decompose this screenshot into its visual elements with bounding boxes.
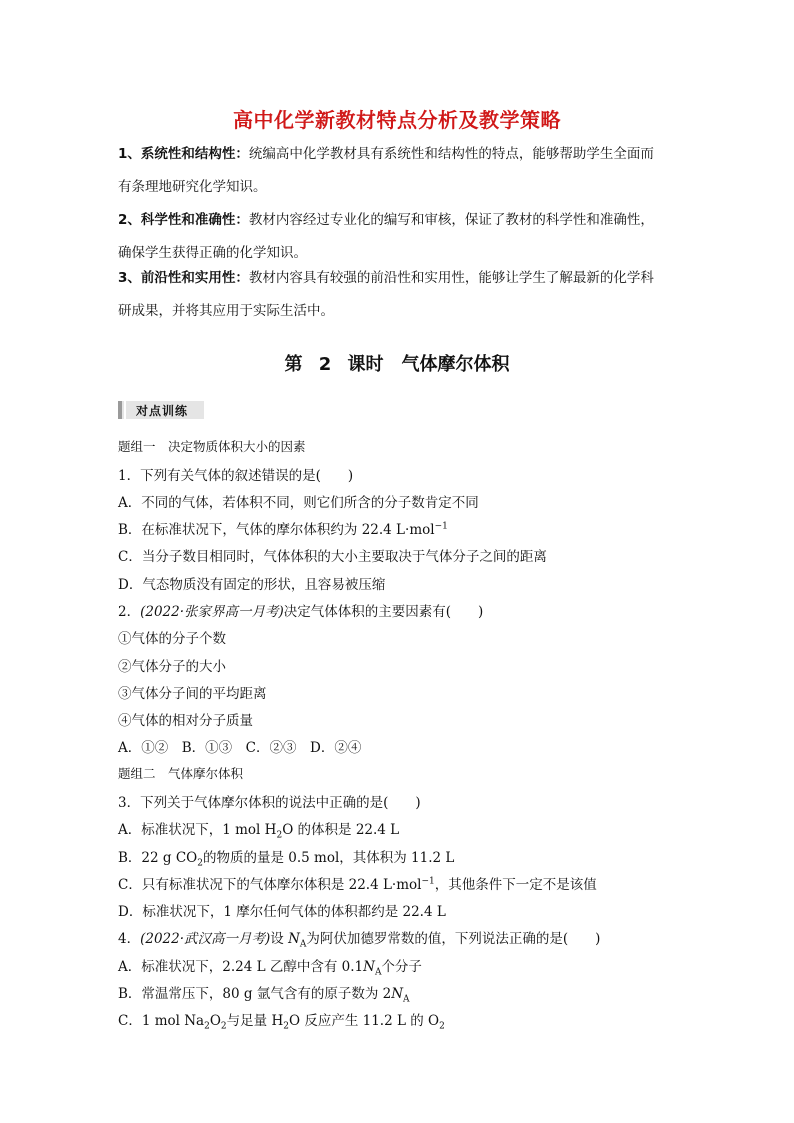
q3-option-a: A．标准状况下，1 mol $H_2O$ 的体积是 22.4 L bbox=[118, 822, 400, 841]
q2-choices: A．①② B．①③ C．②③ D．②④ bbox=[118, 740, 362, 756]
q2-item-2: ②气体分子的大小 bbox=[118, 659, 226, 675]
point-text-cont: 有条理地研究化学知识。 bbox=[118, 179, 267, 195]
q3-option-b: B．22 g $CO_2$的物质的量是 0.5 mol，其体积为 11.2 L bbox=[118, 850, 455, 869]
q1-option-b: B．在标准状况下，气体的摩尔体积约为 22.4 L·mol$^{-1}$ bbox=[118, 521, 448, 538]
question-group-1: 题组一 决定物质体积大小的因素 bbox=[118, 439, 306, 454]
article-title: 高中化学新教材特点分析及教学策略 bbox=[233, 108, 561, 132]
point-text-cont: 确保学生获得正确的化学知识。 bbox=[118, 245, 307, 261]
q2-item-1: ①气体的分子个数 bbox=[118, 631, 226, 647]
q3-option-d: D．标准状况下，1 摩尔任何气体的体积都约是 22.4 L bbox=[118, 904, 446, 920]
point-heading: 2、科学性和准确性： bbox=[118, 212, 249, 228]
section-badge-label: 对点训练 bbox=[136, 404, 189, 418]
q4-option-b: B．常温常压下，80 g 氩气含有的原子数为 $2N_A$ bbox=[118, 986, 410, 1005]
q3-option-c: C．只有标准状况下的气体摩尔体积是 22.4 L·mol$^{-1}$，其他条件下一定不是该值 bbox=[118, 876, 597, 893]
q4-source: (2022·武汉高一月考) bbox=[140, 931, 271, 947]
q2-item-3: ③气体分子间的平均距离 bbox=[118, 686, 267, 702]
question-group-2: 题组二 气体摩尔体积 bbox=[118, 766, 244, 781]
point-text: 统编高中化学教材具有系统性和结构性的特点，能够帮助学生全面而 bbox=[248, 146, 654, 162]
intro-point-2 bbox=[118, 204, 688, 270]
q3-stem: 3．下列关于气体摩尔体积的说法中正确的是( ) bbox=[118, 795, 421, 811]
q2-stem: 2．(2022·张家界高一月考)决定气体体积的主要因素有( ) bbox=[118, 604, 484, 620]
q2-item-4: ④气体的相对分子质量 bbox=[118, 713, 253, 729]
section-badge bbox=[118, 401, 204, 419]
point-text: 教材内容经过专业化的编写和审核，保证了教材的科学性和准确性， bbox=[248, 212, 654, 228]
q1-option-c: C．当分子数目相同时，气体体积的大小主要取决于气体分子之间的距离 bbox=[118, 549, 547, 565]
q1-option-a: A．不同的气体，若体积不同，则它们所含的分子数肯定不同 bbox=[118, 495, 479, 511]
q1-option-d: D．气态物质没有固定的形状，且容易被压缩 bbox=[118, 577, 386, 593]
q2-source: (2022·张家界高一月考) bbox=[140, 604, 284, 620]
q4-option-a: A．标准状况下，2.24 L 乙醇中含有 $0.1N_A$个分子 bbox=[118, 959, 422, 978]
point-text: 教材内容具有较强的前沿性和实用性，能够让学生了解最新的化学科 bbox=[248, 270, 654, 286]
point-heading: 1、系统性和结构性： bbox=[118, 146, 249, 162]
intro-point-1 bbox=[118, 138, 688, 204]
lesson-title: 第 2 课时 气体摩尔体积 bbox=[284, 354, 510, 375]
point-heading: 3、前沿性和实用性： bbox=[118, 270, 249, 286]
q1-stem: 1．下列有关气体的叙述错误的是( ) bbox=[118, 468, 354, 484]
point-text-cont: 研成果，并将其应用于实际生活中。 bbox=[118, 303, 334, 319]
q4-stem: 4．(2022·武汉高一月考)设 $N_A$为阿伏加德罗常数的值，下列说法正确的是( ) bbox=[118, 931, 601, 950]
q4-option-c: C．1 mol $Na_2O_2$与足量 $H_2O$ 反应产生 11.2 L 的 $O_2$ bbox=[118, 1013, 445, 1032]
intro-point-3 bbox=[118, 262, 688, 328]
